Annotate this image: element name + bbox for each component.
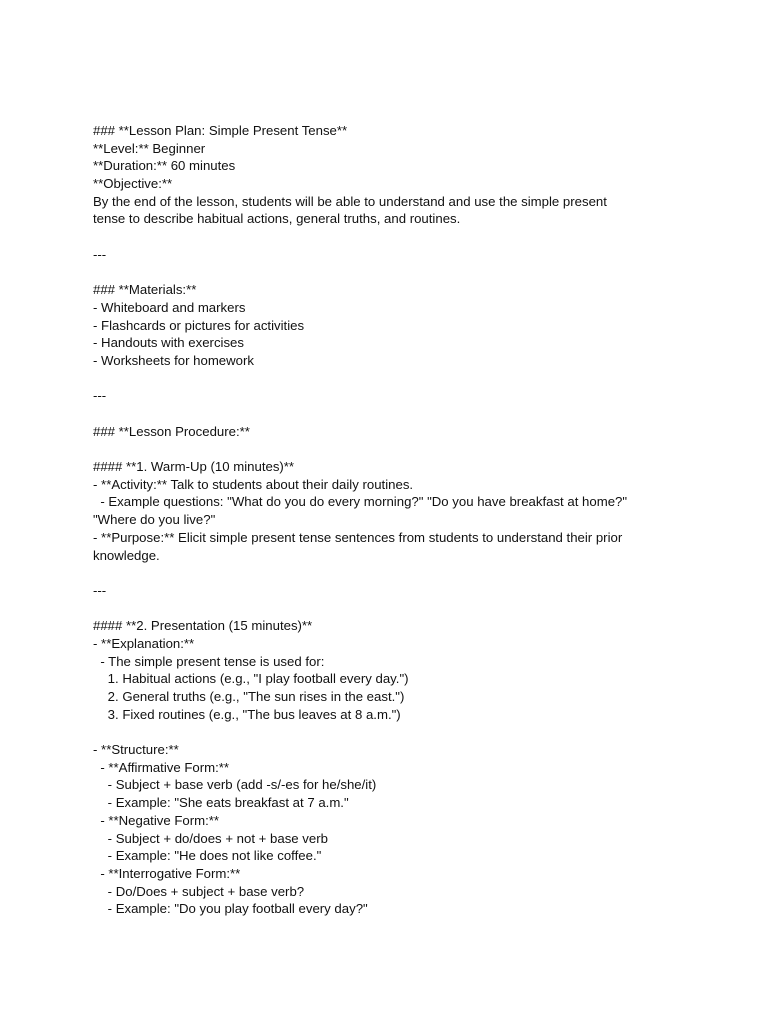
presentation-heading: #### **2. Presentation (15 minutes)** — [93, 618, 313, 634]
warm-up-purpose-cont: knowledge. — [93, 547, 160, 563]
interrogative-example: - Example: "Do you play football every day?" — [93, 901, 368, 917]
negative-example: - Example: "He does not like coffee." — [93, 848, 322, 864]
objective-heading: **Objective:** — [93, 176, 173, 192]
blank-line — [93, 228, 693, 246]
warm-up-example-questions-cont: "Where do you live?" — [93, 512, 216, 528]
explanation-item-3: 3. Fixed routines (e.g., "The bus leaves at 8 a.m.") — [93, 706, 401, 722]
blank-line — [93, 564, 693, 582]
structure-heading: - **Structure:** — [93, 742, 179, 758]
warm-up-purpose: - **Purpose:** Elicit simple present tense sentences from students to understand their prior — [93, 529, 623, 545]
document-page — [93, 122, 693, 918]
materials-item: - Flashcards or pictures for activities — [93, 317, 305, 333]
procedure-heading: ### **Lesson Procedure:** — [93, 423, 250, 439]
explanation-item-1: 1. Habitual actions (e.g., "I play football every day.") — [93, 671, 409, 687]
interrogative-rule: - Do/Does + subject + base verb? — [93, 883, 305, 899]
level-line: **Level:** Beginner — [93, 140, 206, 156]
blank-line — [93, 723, 693, 741]
blank-line — [93, 440, 693, 458]
divider: --- — [93, 582, 107, 598]
negative-rule: - Subject + do/does + not + base verb — [93, 830, 328, 846]
lesson-plan-heading: ### **Lesson Plan: Simple Present Tense** — [93, 123, 348, 138]
warm-up-example-questions: - Example questions: "What do you do every morning?" "Do you have breakfast at home?" — [93, 494, 628, 510]
materials-heading: ### **Materials:** — [93, 282, 197, 298]
explanation-heading: - **Explanation:** — [93, 635, 195, 651]
blank-line — [93, 405, 693, 423]
duration-line: **Duration:** 60 minutes — [93, 158, 236, 174]
interrogative-form-heading: - **Interrogative Form:** — [93, 865, 241, 881]
explanation-item-2: 2. General truths (e.g., "The sun rises in the east.") — [93, 689, 405, 704]
warm-up-heading: #### **1. Warm-Up (10 minutes)** — [93, 459, 295, 475]
blank-line — [93, 264, 693, 282]
affirmative-form-heading: - **Affirmative Form:** — [93, 759, 230, 775]
affirmative-rule: - Subject + base verb (add -s/-es for he/she/it) — [93, 777, 377, 793]
divider: --- — [93, 388, 107, 404]
affirmative-example: - Example: "She eats breakfast at 7 a.m." — [93, 795, 349, 811]
negative-form-heading: - **Negative Form:** — [93, 812, 220, 828]
objective-text-line-2: tense to describe habitual actions, general truths, and routines. — [93, 211, 461, 227]
warm-up-activity: - **Activity:** Talk to students about their daily routines. — [93, 476, 414, 492]
explanation-intro: - The simple present tense is used for: — [93, 653, 325, 669]
blank-line — [93, 370, 693, 388]
materials-item: - Whiteboard and markers — [93, 299, 246, 315]
divider: --- — [93, 246, 107, 262]
blank-line — [93, 600, 693, 618]
materials-item: - Worksheets for homework — [93, 352, 254, 368]
objective-text-line-1: By the end of the lesson, students will be able to understand and use the simple present — [93, 193, 607, 209]
materials-item: - Handouts with exercises — [93, 335, 244, 351]
